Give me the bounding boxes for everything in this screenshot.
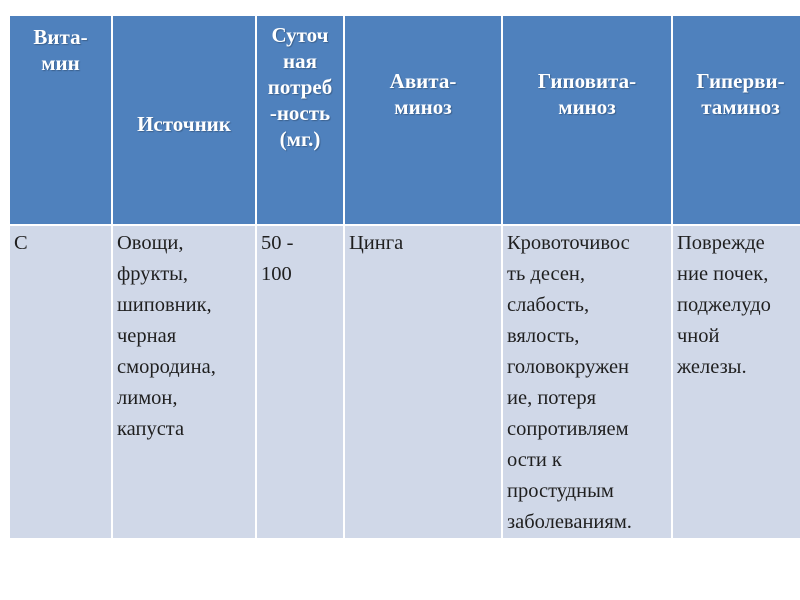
- cell-source-text: Овощи, фрукты, шиповник, черная смородина, лимон, капуста: [117, 232, 216, 440]
- cell-vitamin: [10, 225, 112, 538]
- header-hypervitaminosis: [672, 16, 800, 225]
- cell-avitaminosis-text: Цинга: [349, 232, 404, 254]
- cell-source: [112, 225, 256, 538]
- cell-hypovitaminosis-text: Кровоточивос ть десен, слабость, вялость, головокружен ие, потеря сопротивляем ости к простудным заболеваниям.: [507, 232, 632, 533]
- header-daily-need-label: Суточ ная потреб -ность (мг.): [267, 23, 333, 151]
- cell-daily-need-text: 50 - 100: [261, 232, 294, 285]
- vitamin-table: [10, 16, 800, 538]
- header-avitaminosis-label: Авита- миноз: [389, 69, 457, 119]
- header-hypervitaminosis-label: Гиперви- таминоз: [696, 69, 785, 119]
- header-hypovitaminosis: [502, 16, 672, 225]
- table-header-row: [10, 16, 800, 225]
- header-source-label: Источник: [137, 112, 231, 136]
- header-hypovitaminosis-label: Гиповита- миноз: [537, 69, 637, 119]
- cell-hypervitaminosis-text: Поврежде ние почек, поджелудо чной железы.: [677, 232, 771, 378]
- header-daily-need: [256, 16, 344, 225]
- header-vitamin: [10, 16, 112, 225]
- cell-vitamin-text: С: [14, 232, 28, 254]
- cell-avitaminosis: [344, 225, 502, 538]
- header-vitamin-label: Вита- мин: [33, 25, 88, 75]
- table-row: [10, 225, 800, 538]
- header-avitaminosis: [344, 16, 502, 225]
- header-source: [112, 16, 256, 225]
- cell-daily-need: [256, 225, 344, 538]
- cell-hypervitaminosis: [672, 225, 800, 538]
- cell-hypovitaminosis: [502, 225, 672, 538]
